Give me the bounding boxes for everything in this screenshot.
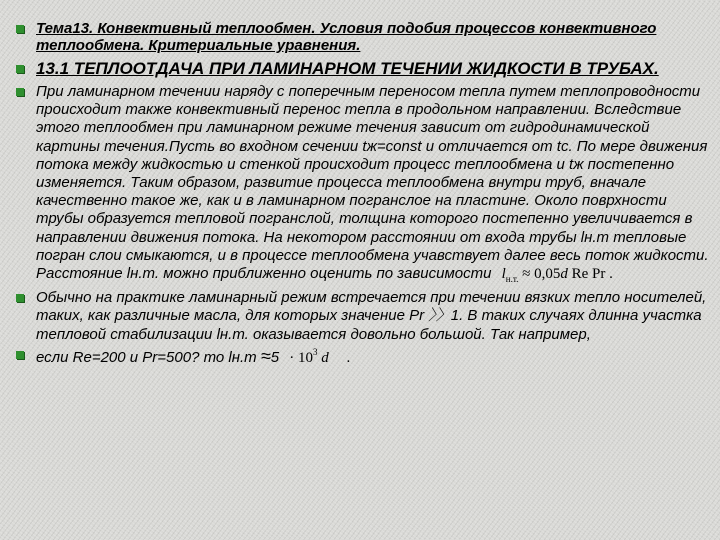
formula-re: Re [571,266,589,283]
formula-dot: · [289,349,295,366]
bullet-list [14,20,712,369]
bullet-square-icon [16,65,24,73]
paragraph-practice-text: Обычно на практике ламинарный режим встречается при течении вязких тепло носителей, таких, как различные масла, для которых значение Pr 〉〉1. В таких случаях длинна участка тепловой стабилизации lн.т. оказывается довольно большой. Так например, [36,289,707,343]
formula-d2: d [321,349,329,366]
section-heading [14,59,712,78]
formula2-end-dot: . [346,349,351,366]
example-five: 5 [270,348,280,366]
formula-ten: 10 [298,349,313,366]
formula-pr: Pr [592,266,606,283]
example-approx-symbol: ≈ [260,345,271,366]
paragraph-laminar-flow [14,83,712,284]
section-heading-text: 13.1 ТЕПЛООТДАЧА ПРИ ЛАМИНАРНОМ ТЕЧЕНИИ ЖИДКОСТИ В ТРУБАХ. [36,59,659,78]
formula-exponent: 3 [313,346,318,357]
bullet-square-icon [16,351,24,359]
paragraph-example [14,346,712,369]
bullet-square-icon [16,25,24,33]
formula-l: l [501,266,506,283]
topic-title-text: Тема13. Конвективный теплообмен. Условия подобия процессов конвективного теплообмена. Критериальные уравнения. [36,20,657,54]
formula-approx-symbol: ≈ [522,266,531,283]
topic-title [14,20,712,54]
formula-d: d [560,266,568,283]
formula-example [289,348,350,369]
formula-l-subscript: н.т. [505,274,519,285]
formula-end-dot: . [609,266,613,283]
bullet-square-icon [16,294,24,302]
paragraph-practice [14,289,712,344]
paragraph-example-text: если Re=200 и Pr=500? то lн.т [36,348,257,366]
formula-coefficient: 0,05 [534,266,561,283]
formula-entrance-length [502,265,613,284]
paragraph-laminar-flow-text: При ламинарном течении наряду с поперечным переносом тепла путем теплопроводности происходит также конвективный перенос тепла в продольном направлении. Вследствие этого теплообмен при ламинарном режиме течения зависит от гидродинамической картины течения.Пусть во входном сечении tж=const и отличается от tc. По мере движения потока между жидкостью и стенкой происходит процесс теплообмена и tж постепенно изменяется. Таким образом, развитие процесса теплообмена внутри труб, вначале качественно такое же, как и в ламинарном погранслое на пластине. Около поврхности трубы образуется тепловой погранслой, толщина которого постепенно увеличивается в направлении движения потока. На некотором расстоянии от входа трубы lн.т тепловые погран слои смыкаются, и в процессе теплообмена учавствует далее весь поток жидкости. Расстояние lн.т. можно приближенно оценить по зависимости [36,83,709,283]
bullet-square-icon [16,88,24,96]
